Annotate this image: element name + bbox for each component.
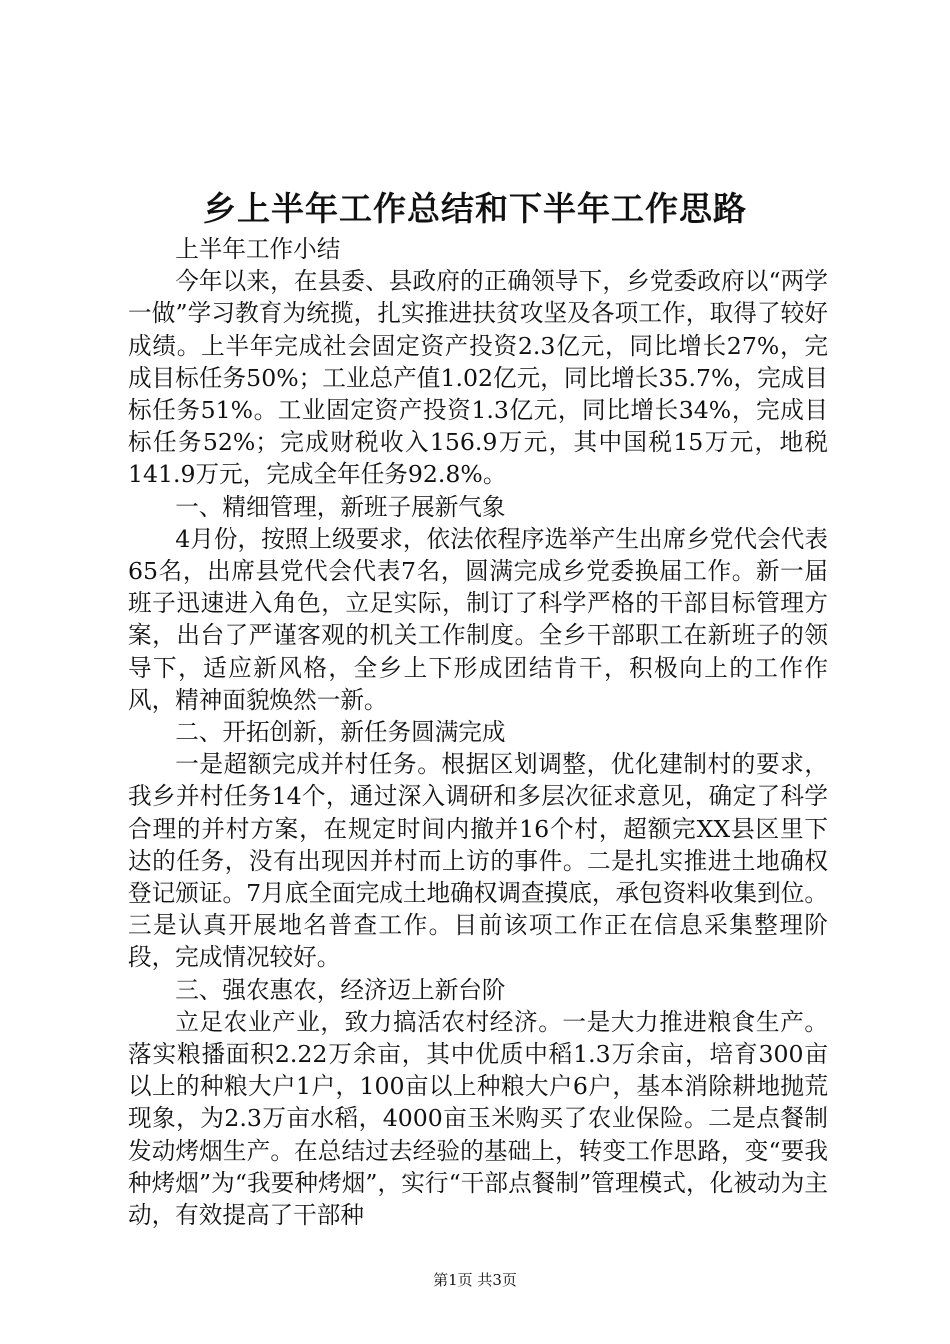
body-paragraph: 今年以来，在县委、县政府的正确领导下，乡党委政府以“两学一做”学习教育为统揽，扎实推进扶贫攻坚及各项工作，取得了较好成绩。上半年完成社会固定资产投资2.3亿元，同比增长27%，完成目标任务50%；工业总产值1.02亿元，同比增长35.7%，完成目标任务51%。工业固定资产投资1.3亿元，同比增长34%，完成目标任务52%；完成财税收入156.9万元，其中国税15万元，地税141.9万元，完成全年任务92.8%。 [128,267,828,489]
section-heading: 上半年工作小结 [175,235,341,263]
body-paragraph: 4月份，按照上级要求，依法依程序选举产生出席乡党代会代表65名，出席县党代会代表7名，圆满完成乡党委换届工作。新一届班子迅速进入角色，立足实际，制订了科学严格的干部目标管理方案，出台了严谨客观的机关工作制度。全乡干部职工在新班子的领导下，适应新风格，全乡上下形成团结肯干，积极向上的工作作风，精神面貌焕然一新。 [128,524,828,714]
body-paragraph: 立足农业产业，致力搞活农村经济。一是大力推进粮食生产。落实粮播面积2.22万余亩，其中优质中稻1.3万余亩，培育300亩以上的种粮大户1户，100亩以上种粮大户6户，基本消除耕地抛荒现象，为2.3万亩水稻，4000亩玉米购买了农业保险。二是点餐制发动烤烟生产。在总结过去经验的基础上，转变工作思路，变“要我种烤烟”为“我要种烤烟”，实行“干部点餐制”管理模式，化被动为主动，有效提高了干部种 [128,1007,828,1230]
section-heading: 三、强农惠农，经济迈上新台阶 [175,975,506,1004]
document-title: 乡上半年工作总结和下半年工作思路 [203,189,747,228]
page-number-footer: 第1页 共3页 [433,1271,517,1289]
body-paragraph: 一是超额完成并村任务。根据区划调整，优化建制村的要求，我乡并村任务14个，通过深入调研和多层次征求意见，确定了科学合理的并村方案，在规定时间内撤并16个村，超额完XX县区里下达的任务，没有出现因并村而上访的事件。二是扎实推进土地确权登记颁证。7月底全面完成土地确权调查摸底，承包资料收集到位。三是认真开展地名普查工作。目前该项工作正在信息采集整理阶段，完成情况较好。 [128,750,828,972]
section-heading: 二、开拓创新，新任务圆满完成 [175,718,506,747]
document-body [128,233,828,1231]
section-heading: 一、精细管理，新班子展新气象 [175,492,506,521]
